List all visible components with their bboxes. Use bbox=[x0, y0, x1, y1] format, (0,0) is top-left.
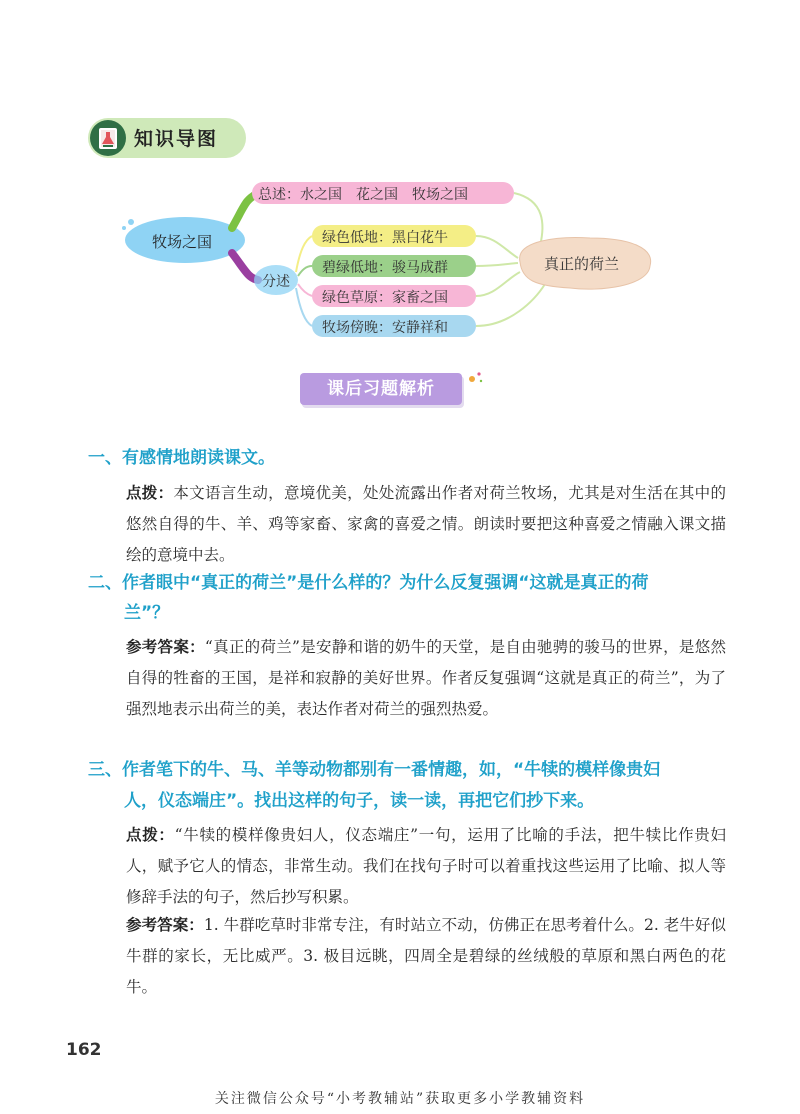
mindmap-detail: 碧绿低地：骏马成群 bbox=[322, 260, 448, 276]
question-3-hint bbox=[126, 820, 726, 913]
exercise-banner-title: 课后习题解析 bbox=[327, 379, 435, 399]
question-2-answer bbox=[126, 632, 726, 725]
mindmap-split: 分述 bbox=[262, 274, 290, 290]
hint-label: 点拨： bbox=[126, 826, 175, 844]
mindmap-conclusion: 真正的荷兰 bbox=[544, 255, 620, 273]
answer-text: “真正的荷兰”是安静和谐的奶牛的天堂，是自由驰骋的骏马的世界，是悠然自得的牲畜的王国，是祥和寂静的美好世界。作者反复强调“这就是真正的荷兰”，为了强烈地表示出荷兰的美，表达作者对荷兰的强烈热爱。 bbox=[126, 638, 726, 718]
answer-label: 参考答案： bbox=[126, 916, 204, 934]
footer-note: 关注微信公众号“小考教辅站”获取更多小学教辅资料 bbox=[214, 1091, 586, 1107]
question-1-hint bbox=[126, 478, 726, 571]
question-2-title-cont: 兰”？ bbox=[124, 603, 170, 623]
mindmap-summary: 总述：水之国 花之国 牧场之国 bbox=[258, 187, 468, 203]
hint-text: “牛犊的模样像贵妇人，仪态端庄”一句，运用了比喻的手法，把牛犊比作贵妇人，赋予它人的情态，非常生动。我们在找句子时可以着重找这些运用了比喻、拟人等修辞手法的句子，然后抄写积累。 bbox=[126, 826, 726, 906]
mindmap-detail: 绿色低地：黑白花牛 bbox=[322, 230, 448, 246]
mindmap-root: 牧场之国 bbox=[152, 233, 213, 251]
question-1-title: 一、有感情地朗读课文。 bbox=[88, 448, 275, 468]
section-title: 知识导图 bbox=[134, 128, 219, 150]
question-3-title: 三、作者笔下的牛、马、羊等动物都别有一番情趣，如，“牛犊的模样像贵妇 bbox=[88, 760, 661, 780]
hint-text: 本文语言生动，意境优美，处处流露出作者对荷兰牧场，尤其是对生活在其中的悠然自得的牛、羊、鸡等家畜、家禽的喜爱之情。朗读时要把这种喜爱之情融入课文描绘的意境中去。 bbox=[126, 484, 726, 564]
question-3-answer bbox=[126, 910, 726, 1003]
sparkle-icon bbox=[466, 370, 486, 386]
answer-text: 1. 牛群吃草时非常专注，有时站立不动，仿佛正在思考着什么。2. 老牛好似牛群的家长，无比威严。3. 极目远眺，四周全是碧绿的丝绒般的草原和黑白两色的花牛。 bbox=[126, 916, 726, 996]
answer-label: 参考答案： bbox=[126, 638, 205, 656]
page-number: 162 bbox=[66, 1040, 102, 1060]
mindmap-detail: 牧场傍晚：安静祥和 bbox=[322, 320, 448, 336]
question-2-title: 二、作者眼中“真正的荷兰”是什么样的？为什么反复强调“这就是真正的荷 bbox=[88, 573, 649, 593]
hint-label: 点拨： bbox=[126, 484, 174, 502]
question-3-title-cont: 人，仪态端庄”。找出这样的句子，读一读，再把它们抄下来。 bbox=[124, 791, 595, 811]
mindmap-detail: 绿色草原：家畜之国 bbox=[322, 290, 448, 306]
